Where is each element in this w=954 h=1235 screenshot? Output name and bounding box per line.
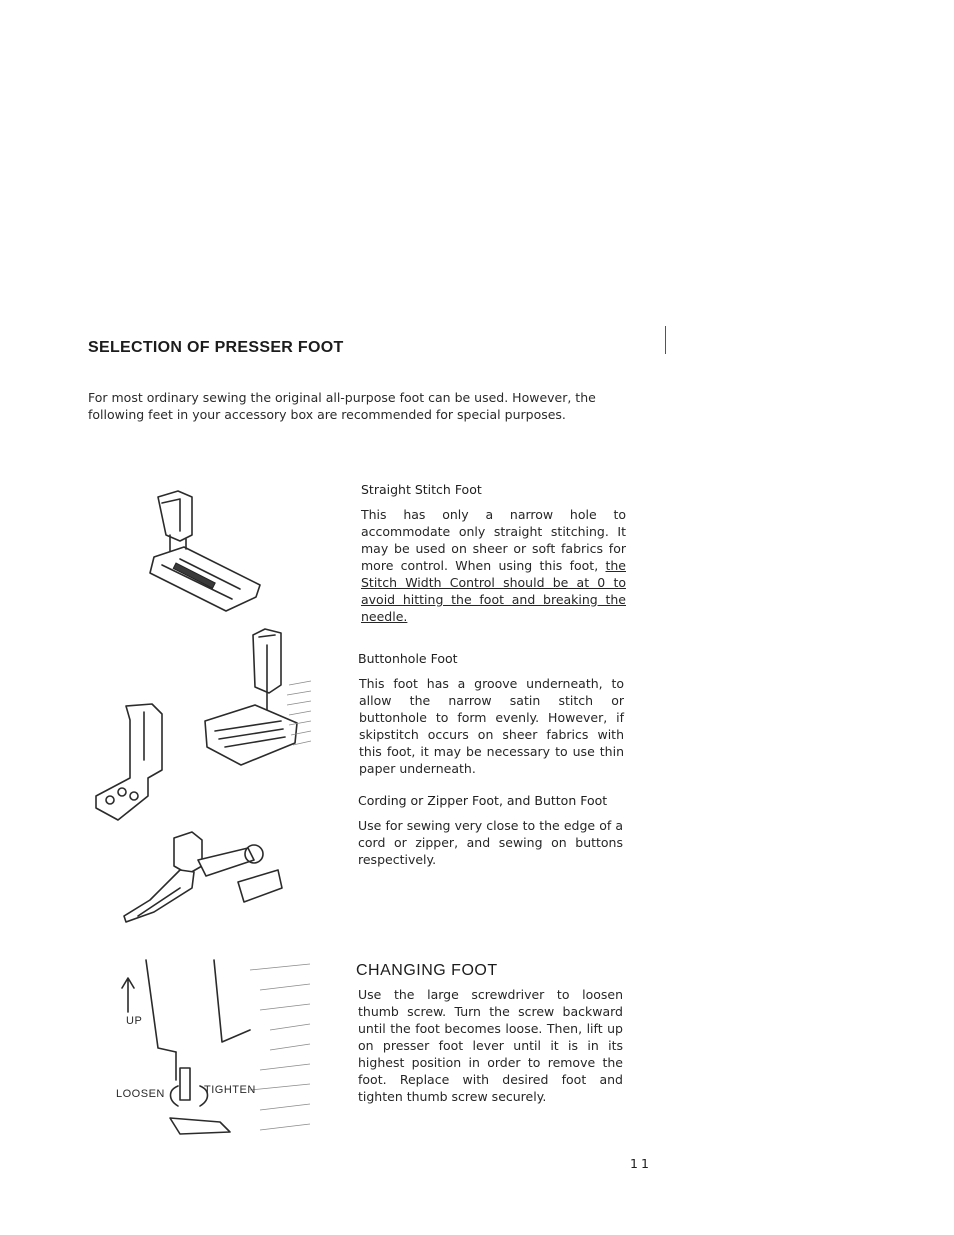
straight-stitch-foot-warning: the Stitch Width Control should be at 0 to avoid hitting the foot and breaking the needle. — [361, 558, 626, 624]
buttonhole-foot-text: This foot has a groove underneath, to allow the narrow satin stitch or buttonhole to form evenly. However, if skipstitch occurs on sheer fabrics with this foot, it may be necessary to use thin paper underneath. — [359, 676, 624, 776]
changing-foot-illustration — [110, 950, 315, 1155]
cording-zipper-foot-text: Use for sewing very close to the edge of a cord or zipper, and sewing on buttons respectively. — [358, 818, 623, 867]
loosen-label: LOOSEN — [116, 1088, 165, 1100]
tighten-label: TIGHTEN — [204, 1084, 256, 1096]
straight-stitch-foot-heading: Straight Stitch Foot — [361, 482, 482, 497]
straight-stitch-foot-illustration — [140, 485, 270, 625]
straight-stitch-foot-text — [361, 506, 626, 625]
page-title: SELECTION OF PRESSER FOOT — [88, 339, 344, 356]
changing-foot-heading: CHANGING FOOT — [356, 962, 498, 979]
scan-mark — [665, 326, 666, 354]
page-number: 11 — [630, 1156, 652, 1171]
buttonhole-foot-heading: Buttonhole Foot — [358, 651, 458, 666]
up-label: UP — [126, 1015, 143, 1027]
straight-stitch-foot-description: This has only a narrow hole to accommodate only straight stitching. It may be used on sheer or soft fabrics for more control. When using this foot, — [361, 507, 626, 573]
changing-foot-text: Use the large screwdriver to loosen thumb screw. Turn the screw backward until the foot becomes loose. Then, lift up on presser foot lever until it is in its highest position in order to remove the foot. Replace with desired foot and tighten thumb screw securely. — [358, 987, 623, 1104]
intro-paragraph: For most ordinary sewing the original all-purpose foot can be used. However, the following feet in your accessory box are recommended for special purposes. — [88, 390, 596, 422]
buttonhole-foot-illustration — [185, 625, 315, 775]
cording-zipper-foot-illustration — [118, 826, 288, 936]
foot-adapter-illustration — [88, 700, 178, 840]
cording-zipper-foot-heading: Cording or Zipper Foot, and Button Foot — [358, 793, 608, 808]
